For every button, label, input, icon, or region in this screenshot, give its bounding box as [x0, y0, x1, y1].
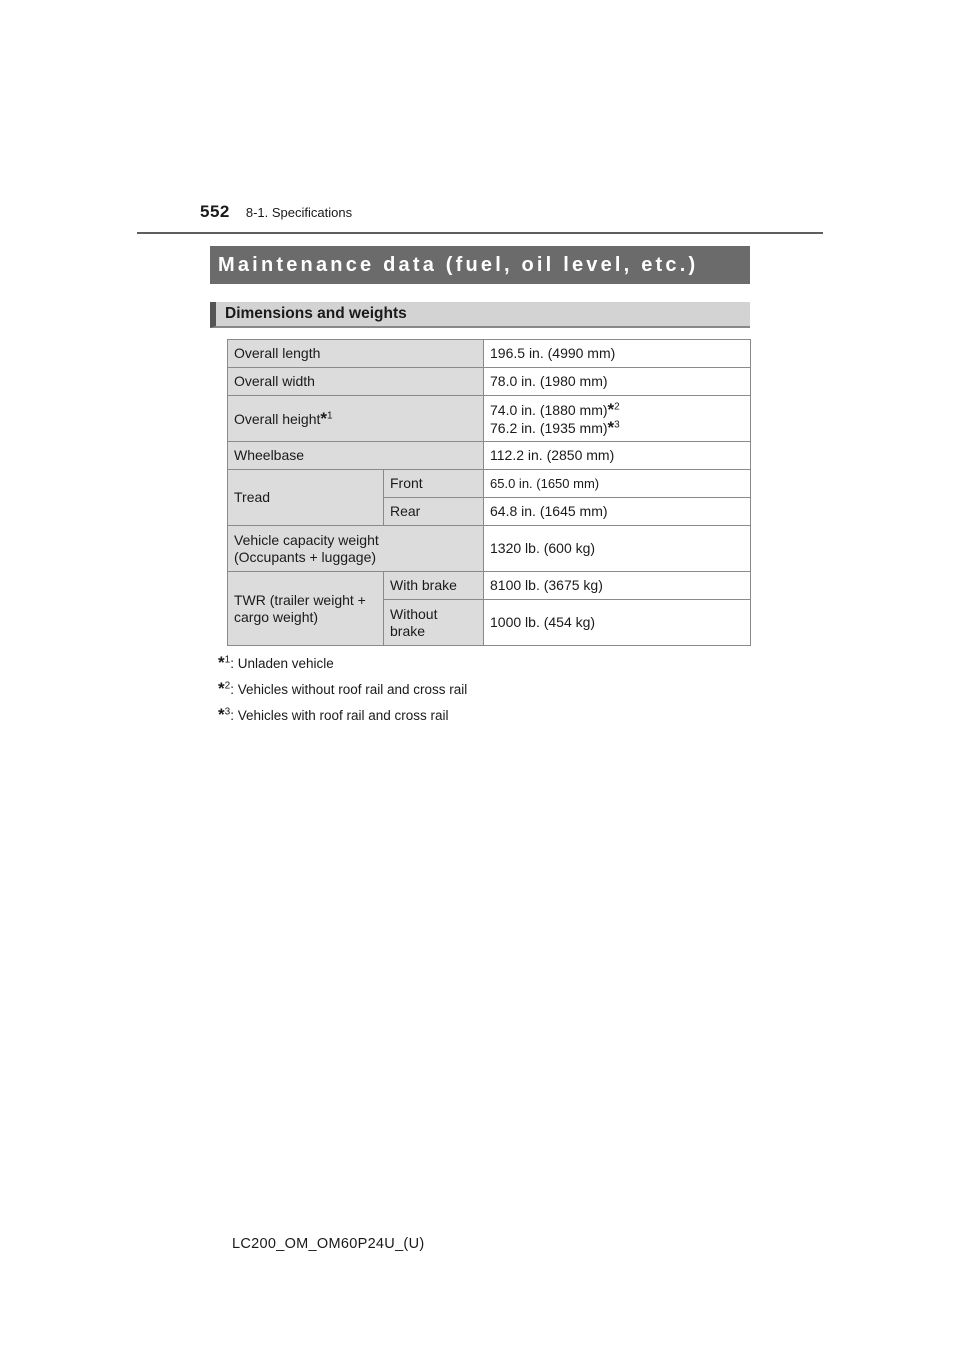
- wheelbase-value: 112.2 in. (2850 mm): [484, 442, 751, 470]
- twr-without-brake-label-cell: [384, 600, 484, 646]
- footnote-marker: 2: [224, 680, 231, 692]
- footnote-marker: 3: [224, 706, 231, 718]
- table-row: [228, 368, 751, 396]
- footnote-text: : Vehicles with roof rail and cross rail: [230, 708, 449, 723]
- page-number: 552: [200, 202, 230, 221]
- page-header: [200, 202, 352, 222]
- section-reference: 8-1. Specifications: [245, 205, 353, 220]
- footnote-asterisk: *: [607, 417, 615, 437]
- overall-height-value-2: 76.2 in. (1935 mm): [490, 419, 608, 436]
- footnote-2: [218, 678, 467, 704]
- table-row: [228, 470, 751, 498]
- section-title: Maintenance data (fuel, oil level, etc.): [210, 246, 750, 284]
- overall-length-label: Overall length: [228, 340, 484, 368]
- footnote-1: [218, 652, 467, 678]
- twr-with-brake-value: 8100 lb. (3675 kg): [484, 572, 751, 600]
- document-code: LC200_OM_OM60P24U_(U): [232, 1236, 425, 1252]
- header-divider: [137, 232, 823, 234]
- footnotes: [218, 652, 467, 730]
- overall-width-label: Overall width: [228, 368, 484, 396]
- twr-label-line-1: TWR (trailer weight +: [234, 591, 366, 608]
- twr-label-cell: [228, 572, 384, 646]
- footnote-ref: 3: [614, 418, 620, 430]
- overall-height-value-1: 74.0 in. (1880 mm): [490, 401, 608, 418]
- footnote-asterisk: *: [218, 705, 225, 724]
- tread-rear-value: 64.8 in. (1645 mm): [484, 498, 751, 526]
- dimensions-table: [227, 339, 751, 646]
- footnote-asterisk: *: [607, 399, 615, 419]
- footnote-3: [218, 704, 467, 730]
- table-row: [228, 572, 751, 600]
- tread-label: Tread: [228, 470, 384, 526]
- footnote-asterisk: *: [218, 653, 225, 672]
- twr-without-brake-value: 1000 lb. (454 kg): [484, 600, 751, 646]
- overall-height-value-cell: [484, 396, 751, 442]
- overall-width-value: 78.0 in. (1980 mm): [484, 368, 751, 396]
- twr-without-brake-line-1: Without: [390, 605, 438, 622]
- twr-without-brake-line-2: brake: [390, 622, 426, 639]
- tread-front-label: Front: [384, 470, 484, 498]
- wheelbase-label: Wheelbase: [228, 442, 484, 470]
- footnote-asterisk: *: [218, 679, 225, 698]
- capacity-label-line-2: (Occupants + luggage): [234, 548, 377, 565]
- subsection-title: Dimensions and weights: [210, 302, 750, 328]
- capacity-label-cell: [228, 526, 484, 572]
- table-row: [228, 526, 751, 572]
- tread-front-value: 65.0 in. (1650 mm): [484, 470, 751, 498]
- overall-height-label: Overall height: [234, 410, 321, 427]
- footnote-asterisk: *: [320, 408, 328, 428]
- overall-length-value: 196.5 in. (4990 mm): [484, 340, 751, 368]
- footnote-text: : Vehicles without roof rail and cross rail: [230, 682, 468, 697]
- twr-label-line-2: cargo weight): [234, 608, 319, 625]
- overall-height-label-cell: [228, 396, 484, 442]
- capacity-value: 1320 lb. (600 kg): [484, 526, 751, 572]
- tread-rear-label: Rear: [384, 498, 484, 526]
- footnote-text: : Unladen vehicle: [230, 656, 334, 671]
- table-row: [228, 442, 751, 470]
- table-row: [228, 340, 751, 368]
- capacity-label-line-1: Vehicle capacity weight: [234, 531, 379, 548]
- footnote-ref: 1: [327, 409, 333, 421]
- twr-with-brake-label: With brake: [384, 572, 484, 600]
- footnote-marker: 1: [224, 654, 231, 666]
- footnote-ref: 2: [614, 400, 620, 412]
- table-row: [228, 396, 751, 442]
